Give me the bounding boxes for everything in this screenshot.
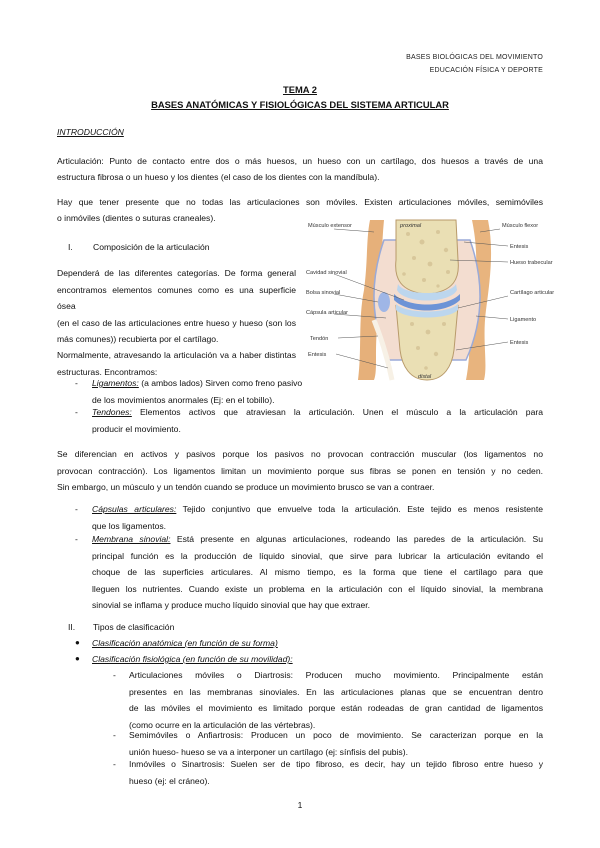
label-cavidad-sinovial: Cavidad sinovial <box>306 270 347 276</box>
text-line: hueso (ej: el cráneo). <box>129 775 210 786</box>
topic-number: TEMA 2 <box>282 84 318 95</box>
bullet-fisiologica-text: Clasificación fisiológica (en función de su movilidad): <box>92 654 293 664</box>
articulacion-term: Articulación: <box>57 156 104 166</box>
text-line: principal función es la producción de líquido sinovial, que sirve para lubricar la articulación evitando el <box>92 550 543 561</box>
joint-diagram <box>304 220 555 380</box>
label-entesis-right: Entesis <box>510 340 529 346</box>
sub-item-sinartrosis <box>113 756 543 789</box>
text-line: más comunes)) recubierta por el cartílago. <box>57 334 219 344</box>
text-line: unión hueso- hueso se va a interponer un cartílago (ej: sínfisis del pubis). <box>129 746 408 757</box>
section1-paragraph3 <box>57 446 543 496</box>
dash-marker: - <box>75 378 78 388</box>
section2-heading: Tipos de clasificación <box>93 622 175 632</box>
tendones-line2: producir el movimiento. <box>92 423 181 434</box>
bursa-shape <box>378 292 390 312</box>
bullet-fisiologica <box>75 651 543 668</box>
ligamentos-term: Ligamentos: <box>92 378 139 388</box>
label-tendon: Tendón <box>310 336 329 342</box>
intro-p2-line2: o inmóviles (dientes o suturas craneales). <box>57 213 216 223</box>
text-line: de las móviles el movimiento es limitado porque están rodeadas de gran cantidad de ligamentos <box>129 703 543 713</box>
dash-marker: - <box>113 759 116 769</box>
capsulas-line2: que los ligamentos. <box>92 520 167 531</box>
text-line: Inmóviles o Sinartrosis: Suelen ser de tipo fibroso, es decir, hay un tejido fibroso entre hueso y <box>129 759 543 769</box>
tendones-text: Elementos activos que atraviesan la articulación. Unen el músculo a la articulación para <box>131 407 543 417</box>
intro-p1-line2: estructura fibrosa o un hueso y los dientes (el caso de los dientes con la mandíbula). <box>57 172 380 182</box>
sub-item-diartrosis <box>113 667 543 733</box>
label-musculo-flexor: Músculo flexor <box>502 223 539 229</box>
text-line: Normalmente, atravesando la articulación va a haber distintas <box>57 350 296 360</box>
dash-marker: - <box>113 730 116 740</box>
label-musculo-extensor: Músculo extensor <box>308 223 352 229</box>
proximal-bone-shape <box>396 220 459 294</box>
intro-heading: INTRODUCCIÓN <box>57 127 124 137</box>
intro-p1-text: Punto de contacto entre dos o más huesos, un hueso con un cartílago, dos huesos a través de una <box>103 156 543 166</box>
bullet-anatomica <box>75 635 543 652</box>
label-cartilago-articular: Cartílago articular <box>510 290 555 296</box>
label-hueso-trabecular: Hueso trabecular <box>510 260 553 266</box>
section1-paragraph1 <box>57 265 296 348</box>
text-line: Dependerá de las diferentes categorías. De forma general <box>57 268 296 278</box>
text-line: Se diferencian en activos y pasivos porque los pasivos no provocan contracción muscular (los ligamentos no <box>57 449 543 459</box>
label-proximal: proximal <box>400 223 422 229</box>
text-line: Semimóviles o Anfiartrosis: Producen un poco de movimiento. Se caracterizan porque en la <box>129 730 543 740</box>
list-item-capsulas <box>75 501 543 534</box>
capsulas-text: Tejido conjuntivo que envuelve toda la articulación. Este tejido es menos resistente <box>176 504 543 514</box>
text-line: estructuras. Encontramos: <box>57 366 158 377</box>
page-number: 1 <box>297 800 303 810</box>
capsulas-line1 <box>75 501 543 518</box>
label-ligamento: Ligamento <box>510 317 537 323</box>
dash-marker: - <box>75 534 78 544</box>
text-line: provocan contracción). Los ligamentos limitan un movimiento porque sus fibras se ponen en tensión y no ceden. <box>57 465 543 476</box>
text-line: (como ocurre en la articulación de las vértebras). <box>129 719 316 730</box>
section1-heading: Composición de la articulación <box>93 242 210 252</box>
bullet-marker: ● <box>75 654 80 663</box>
membrana-term: Membrana sinovial: <box>92 534 171 544</box>
ligamentos-line2: de los movimientos anormales (Ej: en el tobillo). <box>92 394 275 405</box>
capsulas-term: Cápsulas articulares: <box>92 504 177 514</box>
tendones-term: Tendones: <box>92 407 132 417</box>
membrana-line1 <box>75 531 543 548</box>
ligamentos-text: (a ambos lados) Sirven como freno pasivo <box>138 378 303 388</box>
text-line: presentes en las membranas sinoviales. En las articulaciones planas que se encuentran dentro <box>129 686 543 697</box>
text-line: encontramos elementos comunes como es una superficie ósea <box>57 284 296 311</box>
label-entesis-top: Entesis <box>510 244 529 250</box>
text-line: (en el caso de las articulaciones entre hueso y hueso (son los <box>57 317 296 328</box>
text-line: lleguen los nutrientes. Cuando existe un problema en la articulación con el líquido sinovial, la membrana <box>92 583 543 594</box>
header-degree: EDUCACIÓN FÍSICA Y DEPORTE <box>429 67 543 74</box>
intro-p2-line1: Hay que tener presente que no todas las articulaciones son móviles. Existen articulaciones móviles, semimóviles <box>57 197 543 207</box>
dash-marker: - <box>75 504 78 514</box>
page-title: BASES ANATÓMICAS Y FISIOLÓGICAS DEL SISTEMA ARTICULAR <box>151 99 449 110</box>
text-line: choque de las superficies articulares. Al mismo tiempo, es la forma que tiene el cartílago para que <box>92 567 543 577</box>
label-distal: distal <box>418 374 432 380</box>
intro-p1-line1 <box>57 153 543 170</box>
membrana-text: Está presente en algunas articulaciones, rodeando las paredes de la articulación. Su <box>170 534 543 544</box>
text-line: sinovial se inflama y produce mucho líquido sinovial que hay que extraer. <box>92 600 371 610</box>
section2-number: II. <box>68 622 76 632</box>
dash-marker: - <box>113 670 116 680</box>
list-item-tendones <box>75 404 543 437</box>
text-line: Sin embargo, un músculo y un tendón cuando se produce un movimiento brusco se van a contraer. <box>57 482 435 492</box>
header-course: BASES BIOLÓGICAS DEL MOVIMIENTO <box>406 54 543 61</box>
label-capsula-articular: Cápsula articular <box>306 310 348 316</box>
label-bolsa-sinovial: Bolsa sinovial <box>306 290 341 296</box>
section1-number: I. <box>68 242 73 252</box>
bullet-anatomica-text: Clasificación anatómica (en función de su forma) <box>92 638 278 648</box>
ligamentos-line1 <box>75 375 305 392</box>
label-entesis-left: Entesis <box>308 352 327 358</box>
bullet-marker: ● <box>75 638 80 647</box>
tendones-line1 <box>75 404 543 421</box>
text-line: Articulaciones móviles o Diartrosis: Producen mucho movimiento. Principalmente están <box>129 670 543 680</box>
dash-marker: - <box>75 407 78 417</box>
list-item-membrana <box>75 531 543 614</box>
